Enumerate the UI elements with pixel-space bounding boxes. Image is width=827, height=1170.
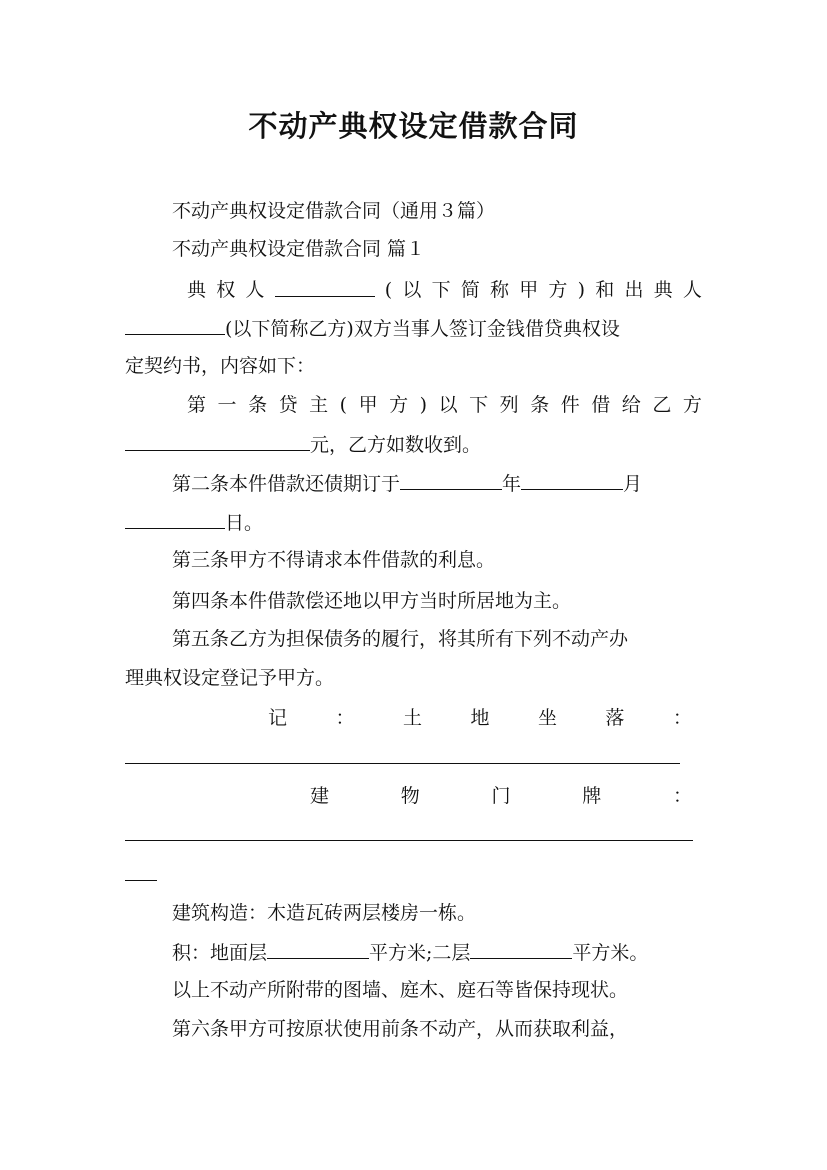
char: 方 — [389, 394, 409, 416]
section-heading: 不动产典权设定借款合同 篇１ — [172, 238, 426, 260]
ground-area-blank — [267, 940, 369, 959]
char: 方 — [548, 279, 568, 301]
char: ： — [672, 785, 692, 807]
article-2-day — [125, 510, 710, 535]
page-title: 不动产典权设定借款合同 — [248, 109, 579, 143]
char: 牌 — [582, 785, 602, 807]
char: 土 — [402, 707, 422, 729]
char: 典 — [653, 279, 673, 301]
contract-intro: 定契约书，内容如下： — [125, 355, 316, 377]
char: 地 — [470, 707, 490, 729]
article-2-text: 第二条本件借款还债期订于 — [172, 473, 401, 495]
party-a-label-2: 权 — [216, 279, 236, 301]
door-blank-line — [125, 840, 693, 841]
amount-blank — [125, 432, 310, 451]
year-blank — [400, 471, 502, 490]
area-second-label: 平方米;二层 — [369, 942, 471, 964]
party-a-label-1: 典 — [187, 279, 207, 301]
area-unit: 平方米。 — [572, 942, 649, 964]
char: 下 — [431, 279, 451, 301]
party-b-line — [125, 316, 710, 341]
registration-line — [268, 706, 692, 730]
second-area-blank — [470, 940, 572, 959]
fixtures-line: 以上不动产所附带的图墙、庭木、庭石等皆保持现状。 — [172, 979, 629, 1001]
article-4: 第四条本件借款偿还地以甲方当时所居地为主。 — [172, 590, 572, 612]
article-3: 第三条甲方不得请求本件借款的利息。 — [172, 549, 496, 571]
char: 借 — [591, 394, 611, 416]
char: 给 — [621, 394, 641, 416]
article-6: 第六条甲方可按原状使用前条不动产，从而获取利益， — [172, 1018, 629, 1040]
char: 人 — [682, 279, 702, 301]
article-5-line-1: 第五条乙方为担保债务的履行，将其所有下列不动产办 — [172, 628, 629, 650]
char: ( — [339, 394, 348, 416]
area-ground-label: 积：地面层 — [172, 942, 268, 964]
char: 件 — [560, 394, 580, 416]
char: 以 — [402, 279, 422, 301]
article-2-line — [172, 471, 712, 496]
door-number-line — [310, 784, 692, 808]
article-1-text: 元，乙方如数收到。 — [310, 434, 482, 456]
char: 以 — [438, 394, 458, 416]
char: 落 — [605, 707, 625, 729]
party-a-label-3: 人 — [245, 279, 265, 301]
char: 条 — [248, 394, 268, 416]
char: 坐 — [537, 707, 557, 729]
char: 简 — [460, 279, 480, 301]
party-b-blank — [125, 316, 225, 335]
char: 甲 — [519, 279, 539, 301]
char: 和 — [595, 279, 615, 301]
char: 方 — [682, 394, 702, 416]
day-blank — [125, 510, 225, 529]
article-1-line — [187, 393, 702, 417]
party-b-text: (以下简称乙方)双方当事人签订金钱借贷典权设 — [225, 318, 620, 340]
article-5-line-2: 理典权设定登记予甲方。 — [125, 667, 335, 689]
year-label: 年 — [502, 473, 522, 495]
subtitle-line: 不动产典权设定借款合同（通用３篇） — [172, 200, 496, 222]
char: 建 — [310, 785, 330, 807]
day-label: 日。 — [225, 512, 264, 534]
char: 一 — [217, 394, 237, 416]
char: 乙 — [652, 394, 672, 416]
article-1-amount — [125, 432, 710, 457]
char: 条 — [530, 394, 550, 416]
char: ( — [384, 279, 393, 301]
month-blank — [521, 471, 623, 490]
party-a-line — [187, 278, 702, 302]
month-label: 月 — [623, 473, 643, 495]
char: 称 — [490, 279, 510, 301]
door-blank-line-cont — [125, 880, 157, 881]
area-line — [172, 940, 712, 965]
char: 第 — [187, 394, 207, 416]
building-structure: 建筑构造：木造瓦砖两层楼房一栋。 — [172, 902, 477, 924]
char: ： — [672, 707, 692, 729]
char: 主 — [309, 394, 329, 416]
char: 物 — [400, 785, 420, 807]
char: 门 — [491, 785, 511, 807]
char: 出 — [624, 279, 644, 301]
char: 甲 — [358, 394, 378, 416]
char: ： — [335, 707, 355, 729]
char: 下 — [469, 394, 489, 416]
char: 列 — [499, 394, 519, 416]
location-blank-line — [125, 763, 680, 764]
char: ) — [419, 394, 428, 416]
char: 记 — [268, 707, 288, 729]
party-a-blank — [275, 278, 375, 297]
char: 贷 — [278, 394, 298, 416]
char: ) — [577, 279, 586, 301]
